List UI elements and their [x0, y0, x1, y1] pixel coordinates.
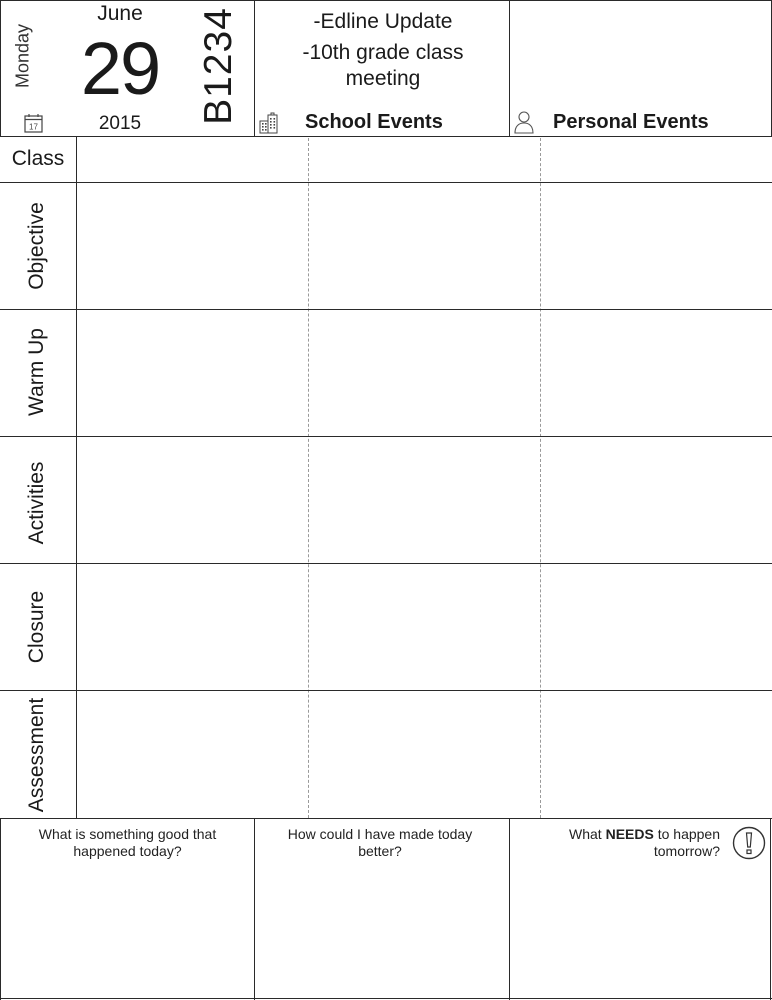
row-label-closure: Closure: [25, 590, 48, 664]
school-events-list: [258, 6, 508, 94]
reflection-good-answer[interactable]: [2, 870, 252, 996]
label-column-divider: [76, 136, 77, 818]
building-icon: [259, 112, 279, 134]
header-top-border: [0, 0, 772, 1]
calendar-icon: [24, 113, 43, 133]
header-bottom-border: [0, 136, 772, 137]
row-label-activities: Activities: [25, 461, 48, 545]
day-code: B1234: [197, 7, 240, 125]
weekday-label: Monday: [12, 23, 33, 89]
reflection-better-prompt: How could I have made today better?: [287, 826, 473, 859]
row-label-objective: Objective: [25, 202, 48, 290]
header-left-border: [0, 0, 1, 136]
reflection-needs-answer[interactable]: [511, 870, 769, 996]
year-label: 2015: [98, 113, 142, 134]
day-number: 29: [80, 27, 160, 110]
row-label-warm-up: Warm Up: [25, 328, 48, 416]
reflection-divider: [254, 818, 255, 1000]
needs-prefix: What: [569, 826, 606, 842]
row-label-assessment: Assessment: [25, 697, 48, 813]
reflection-divider: [509, 818, 510, 1000]
svg-text:17: 17: [29, 122, 38, 132]
personal-events-label: Personal Events: [553, 111, 709, 133]
class-label: Class: [11, 147, 65, 170]
header-divider-date: [254, 0, 255, 136]
row-divider: [0, 182, 772, 183]
month-label: June: [97, 2, 143, 25]
reflection-bottom-border: [0, 998, 772, 999]
reflection-needs-prompt: [540, 826, 720, 860]
school-event-item: meeting: [345, 67, 421, 90]
reflection-good-prompt: What is something good that happened today?: [38, 826, 217, 859]
grid-bottom-border: [0, 818, 772, 819]
reflection-right-border: [770, 818, 771, 1000]
row-divider: [0, 436, 772, 437]
school-events-label: School Events: [305, 111, 443, 133]
class-column-divider: [540, 138, 541, 818]
person-icon: [513, 110, 535, 134]
needs-emphasis: NEEDS: [605, 826, 654, 842]
class-cell[interactable]: [78, 138, 308, 182]
class-cell[interactable]: [542, 138, 770, 182]
class-cell[interactable]: [310, 138, 540, 182]
school-event-item: -Edline Update: [313, 10, 453, 33]
needs-suffix: to happen tomorrow?: [653, 826, 720, 859]
class-column-divider: [308, 138, 309, 818]
row-divider: [0, 309, 772, 310]
exclamation-icon: [732, 826, 766, 860]
row-divider: [0, 690, 772, 691]
reflection-better-answer[interactable]: [256, 870, 508, 996]
school-event-item: -10th grade class: [302, 41, 464, 64]
row-divider: [0, 563, 772, 564]
header-divider-events: [509, 0, 510, 136]
reflection-left-border: [0, 818, 1, 1000]
